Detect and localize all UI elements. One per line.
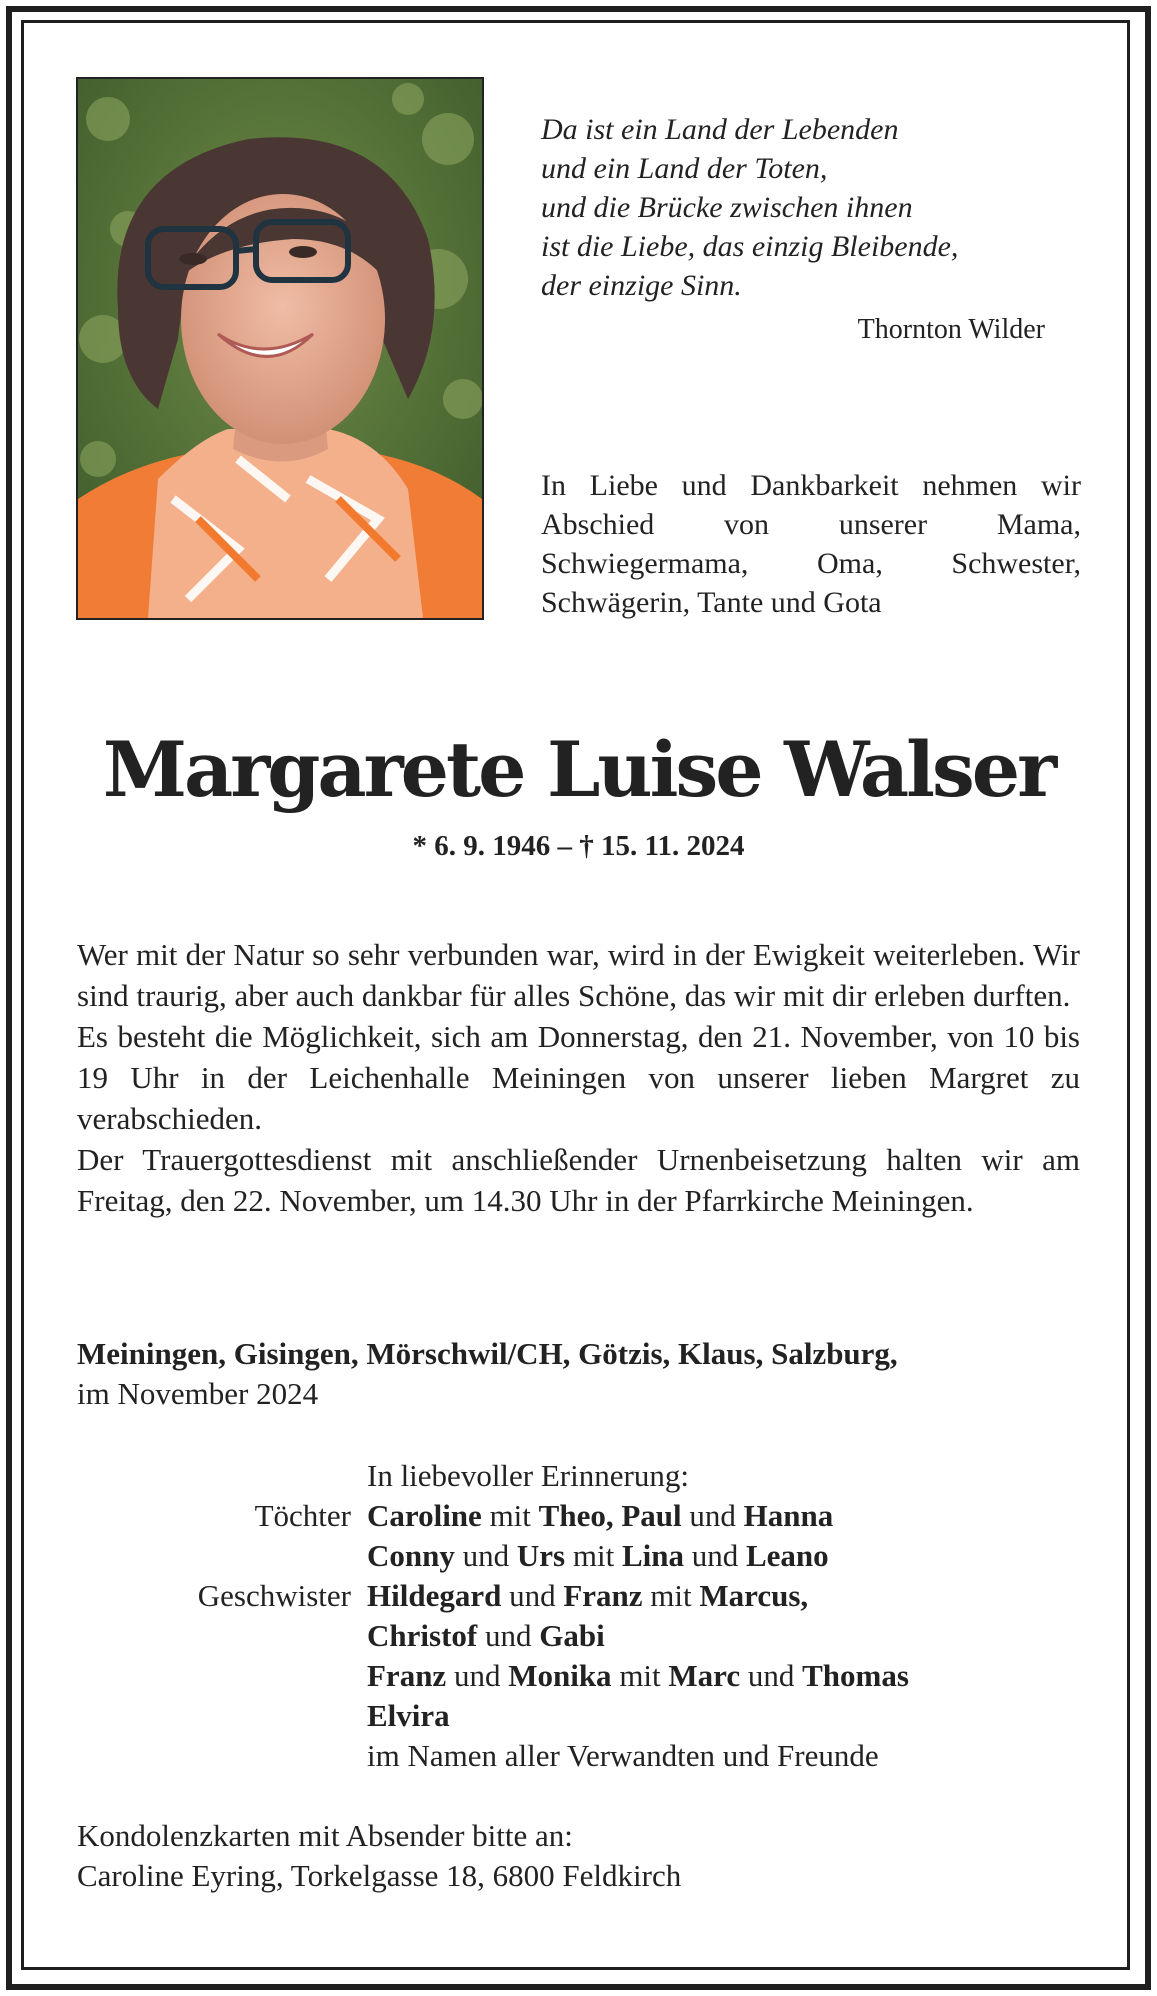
connector-text: mit <box>481 1498 539 1533</box>
member-name: Conny <box>367 1538 455 1573</box>
family-row <box>77 1616 1080 1656</box>
family-list <box>77 1456 1080 1776</box>
family-row <box>77 1736 1080 1776</box>
role-daughters: Töchter <box>254 1498 351 1533</box>
member-name: Thomas <box>802 1658 909 1693</box>
connector-text: und <box>454 1538 517 1573</box>
condolence-note: Kondolenzkarten mit Absender bitte an: <box>77 1818 573 1853</box>
farewell-intro: In Liebe und Dankbarkeit nehmen wir Abschied von unserer Mama, Schwiegermama, Oma, Schwester, Schwägerin, Tante und Gota <box>541 469 1081 619</box>
deceased-name: Margarete Luise Walser <box>102 725 1055 814</box>
connector-text: mit <box>642 1578 700 1613</box>
member-name: Marc <box>668 1658 741 1693</box>
connector-text: und <box>477 1618 540 1653</box>
family-members <box>367 1616 1080 1656</box>
places-list: Meiningen, Gisingen, Mörschwil/CH, Götzis, Klaus, Salzburg, <box>77 1336 898 1371</box>
life-dates: * 6. 9. 1946 – † 15. 11. 2024 <box>412 830 745 862</box>
family-row <box>77 1656 1080 1696</box>
family-members <box>367 1656 1080 1696</box>
connector-text: und <box>740 1658 803 1693</box>
family-row <box>77 1536 1080 1576</box>
member-name: Hildegard <box>367 1578 502 1613</box>
family-row <box>77 1576 1080 1616</box>
member-name: Marcus, <box>699 1578 809 1613</box>
member-name: Elvira <box>367 1698 450 1733</box>
role-siblings: Geschwister <box>197 1578 351 1613</box>
member-name: Gabi <box>539 1618 605 1653</box>
connector-text: mit <box>611 1658 669 1693</box>
connector-text: und <box>446 1658 509 1693</box>
poem-line: ist die Liebe, das einzig Bleibende, <box>541 230 959 263</box>
member-name: Lina <box>621 1538 684 1573</box>
member-name: Franz <box>563 1578 643 1613</box>
connector-text: und <box>501 1578 564 1613</box>
announcement-paragraph: Der Trauergottesdienst mit anschließender Urnenbeisetzung halten wir am Freitag, den 22. November, um 14.30 Uhr in der Pfarrkirche Meiningen. <box>77 1142 1080 1218</box>
family-row <box>77 1496 1080 1536</box>
connector-text: mit <box>565 1538 622 1573</box>
family-members <box>367 1496 1080 1536</box>
condolence-address <box>77 1816 1080 1896</box>
member-name: Christof <box>367 1618 478 1653</box>
family-members <box>367 1576 1080 1616</box>
family-closing: im Namen aller Verwandten und Freunde <box>367 1738 879 1773</box>
announcement-paragraph: Wer mit der Natur so sehr verbunden war, wird in der Ewigkeit weiterleben. Wir sind traurig, aber auch dankbar für alles Schöne, das wir mit dir erleben durften. <box>77 937 1080 1013</box>
poem-author: Thornton Wilder <box>857 314 1045 345</box>
poem-line: der einzige Sinn. <box>541 269 742 302</box>
member-name: Monika <box>508 1658 612 1693</box>
family-members <box>367 1696 1080 1736</box>
poem-line: und die Brücke zwischen ihnen <box>541 191 913 224</box>
member-name: Franz <box>367 1658 447 1693</box>
poem-quote <box>541 110 1081 305</box>
connector-text: und <box>683 1538 746 1573</box>
portrait-photo <box>76 77 484 620</box>
member-name: Urs <box>516 1538 566 1573</box>
family-row <box>77 1456 1080 1496</box>
places-and-date <box>77 1334 1080 1414</box>
announcement-paragraph: Es besteht die Möglichkeit, sich am Donnerstag, den 21. November, von 10 bis 19 Uhr in der Leichenhalle Meiningen von unserer lieben Margret zu verabschieden. <box>77 1019 1080 1136</box>
condolence-contact: Caroline Eyring, Torkelgasse 18, 6800 Feldkirch <box>77 1858 682 1893</box>
member-name: Caroline <box>367 1498 482 1533</box>
poem-line: Da ist ein Land der Lebenden <box>541 113 899 146</box>
announcement-text <box>77 934 1080 1221</box>
member-name: Theo, Paul <box>538 1498 682 1533</box>
family-heading: In liebevoller Erinnerung: <box>367 1458 689 1493</box>
family-row <box>77 1696 1080 1736</box>
connector-text: und <box>681 1498 744 1533</box>
member-name: Leano <box>745 1538 829 1573</box>
poem-line: und ein Land der Toten, <box>541 152 828 185</box>
announcement-date: im November 2024 <box>77 1376 319 1411</box>
member-name: Hanna <box>743 1498 834 1533</box>
family-members <box>367 1536 1080 1576</box>
